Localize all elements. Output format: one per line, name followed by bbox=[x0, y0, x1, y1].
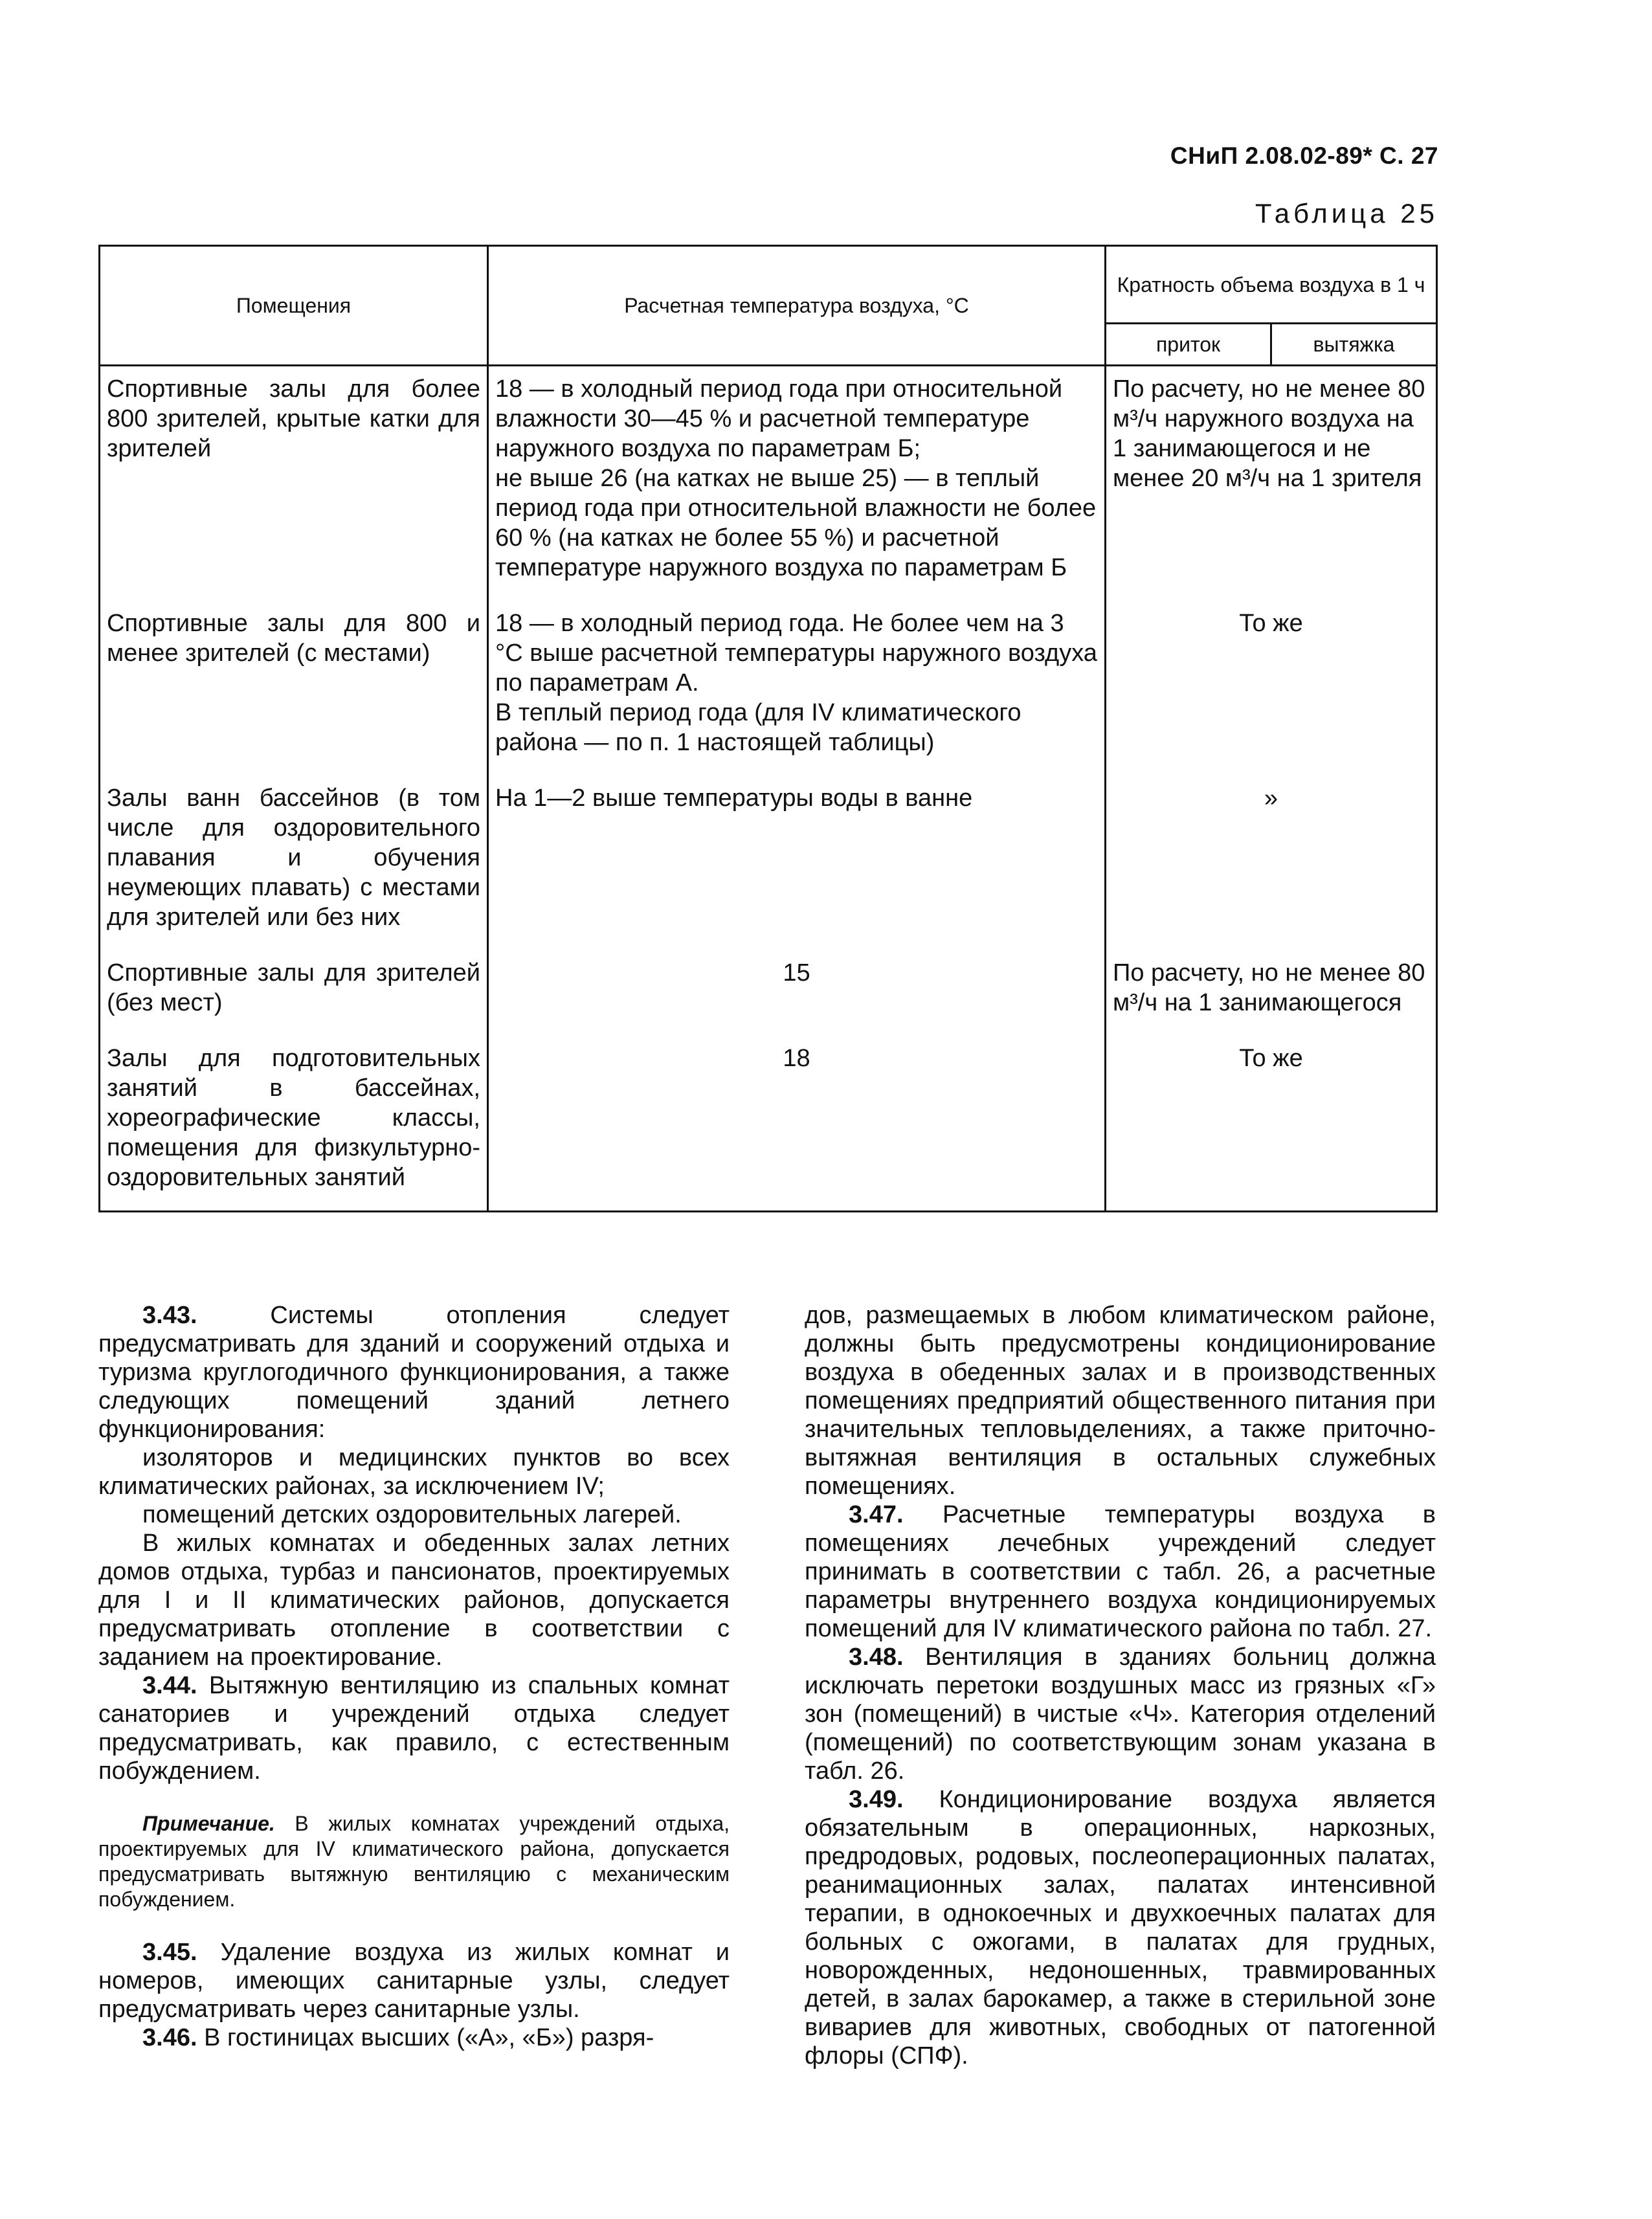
room-cell: Спортивные залы для более 800 зрителей, крытые катки для зрителей bbox=[100, 366, 488, 601]
clause-number: 3.43. bbox=[142, 1302, 197, 1329]
temperature-cell: 18 — в холодный период года. Не более чем на 3 °С выше расчетной температуры наружного воздуха по параметрам А. В теплый период года (для IV климатического района — по п. 1 настоящей таблицы) bbox=[488, 601, 1106, 775]
paragraph-3-49 bbox=[805, 1785, 1436, 2070]
header-supply: приток bbox=[1106, 324, 1271, 366]
clause-text: Вытяжную вентиляцию из спальных комнат санаториев и учреждений отдыха следует предусматривать, как правило, с естественным побуждением. bbox=[98, 1672, 730, 1785]
temperature-cell: На 1—2 выше температуры воды в ванне bbox=[488, 775, 1106, 950]
clause-text: Кондиционирование воздуха является обязательным в операционных, наркозных, предродовых, родовых, послеоперационных палатах, реанимационных залах, палатах интенсивной терапии, в однокоечных и двухкоечных палатах для больных с ожогами, в палатах для грудных, новорожденных, недоношенных, травмированных детей, в залах барокамер, а также в стерильной зоне вивариев для животных, свободных от патогенной флоры (СПФ). bbox=[805, 1786, 1436, 2069]
table-label: Таблица 25 bbox=[1255, 198, 1438, 229]
table-row bbox=[100, 366, 1437, 601]
paragraph-3-47 bbox=[805, 1500, 1436, 1643]
room-cell: Спортивные залы для зрителей (без мест) bbox=[100, 950, 488, 1036]
paragraph-3-48 bbox=[805, 1643, 1436, 1785]
room-cell: Залы ванн бассейнов (в том числе для оздоровительного плавания и обучения неумеющих плавать) с местами для зрителей или без них bbox=[100, 775, 488, 950]
room-cell: Спортивные залы для 800 и менее зрителей (с местами) bbox=[100, 601, 488, 775]
air-rate-cell: По расчету, но не менее 80 м³/ч на 1 занимающегося bbox=[1106, 950, 1437, 1036]
body-text bbox=[98, 1301, 1436, 2070]
clause-text: Расчетные температуры воздуха в помещениях лечебных учреждений следует принимать в соответствии с табл. 26, а расчетные параметры внутреннего воздуха кондиционируемых помещений для IV климатического района по табл. 27. bbox=[805, 1501, 1436, 1642]
note-label: Примечание. bbox=[142, 1812, 275, 1835]
clause-number: 3.46. bbox=[142, 2024, 197, 2051]
header-temperature: Расчетная температура воздуха, °С bbox=[488, 246, 1106, 366]
right-column bbox=[805, 1301, 1436, 2070]
table-row bbox=[100, 601, 1437, 775]
clause-number: 3.45. bbox=[142, 1939, 197, 1966]
clause-number: 3.47. bbox=[849, 1501, 904, 1528]
table-row bbox=[100, 775, 1437, 950]
clause-number: 3.44. bbox=[142, 1672, 197, 1699]
air-rate-cell: То же bbox=[1106, 1036, 1437, 1212]
paragraph: В жилых комнатах и обеденных залах летних домов отдыха, турбаз и пансионатов, проектируемых для I и II климатических районов, допускается предусматривать отопление в соответствии с заданием на проектирование. bbox=[98, 1530, 730, 1671]
air-rate-cell: То же bbox=[1106, 601, 1437, 775]
note bbox=[98, 1811, 730, 1912]
table-row bbox=[100, 950, 1437, 1036]
paragraph-3-46 bbox=[98, 2024, 730, 2052]
temperature-cell: 15 bbox=[488, 950, 1106, 1036]
header-rooms: Помещения bbox=[100, 246, 488, 366]
note-text: В жилых комнатах учреждений отдыха, проектируемых для IV климатического района, допускается предусматривать вытяжную вентиляцию с механическим побуждением. bbox=[98, 1812, 730, 1911]
list-item: помещений детских оздоровительных лагерей. bbox=[142, 1501, 682, 1528]
clause-number: 3.48. bbox=[849, 1644, 904, 1671]
paragraph-continuation: дов, размещаемых в любом климатическом районе, должны быть предусмотрены кондиционирование воздуха в обеденных залах и в производственных помещениях предприятий общественного питания при значительных тепловыделениях, а также приточно-вытяжная вентиляция в остальных служебных помещениях. bbox=[805, 1302, 1436, 1500]
header-air-rate: Кратность объема воздуха в 1 ч bbox=[1106, 246, 1437, 324]
paragraph-3-43 bbox=[98, 1301, 730, 1444]
paragraph-3-45 bbox=[98, 1938, 730, 2024]
paragraph-3-44 bbox=[98, 1671, 730, 1785]
clause-number: 3.49. bbox=[849, 1786, 904, 1813]
room-cell: Залы для подготовительных занятий в бассейнах, хореографические классы, помещения для физкультурно-оздоровительных занятий bbox=[100, 1036, 488, 1212]
clause-text: Удаление воздуха из жилых комнат и номеров, имеющих санитарные узлы, следует предусматривать через санитарные узлы. bbox=[98, 1939, 730, 2023]
table-row bbox=[100, 1036, 1437, 1212]
header-exhaust: вытяжка bbox=[1271, 324, 1437, 366]
ventilation-table bbox=[98, 245, 1438, 1212]
air-rate-cell: » bbox=[1106, 775, 1437, 950]
left-column bbox=[98, 1301, 730, 2070]
clause-text: Вентиляция в зданиях больниц должна исключать перетоки воздушных масс из грязных «Г» зон (помещений) в чистые «Ч». Категория отделений (помещений) по соответствующим зонам указана в табл. 26. bbox=[805, 1644, 1436, 1785]
list-item: изоляторов и медицинских пунктов во всех климатических районах, за исключением IV; bbox=[98, 1444, 730, 1500]
clause-text: В гостиницах высших («А», «Б») разря- bbox=[204, 2024, 654, 2051]
running-header: СНиП 2.08.02-89* С. 27 bbox=[1170, 142, 1438, 169]
temperature-cell: 18 bbox=[488, 1036, 1106, 1212]
clause-text: Системы отопления следует предусматривать для зданий и сооружений отдыха и туризма круглогодичного функционирования, а также следующих помещений зданий летнего функционирования: bbox=[98, 1302, 730, 1443]
temperature-cell: 18 — в холодный период года при относительной влажности 30—45 % и расчетной температуре наружного воздуха по параметрам Б; не выше 26 (на катках не выше 25) — в теплый период года при относительной влажности не более 60 % (на катках не более 55 %) и расчетной температуре наружного воздуха по параметрам Б bbox=[488, 366, 1106, 601]
air-rate-cell: По расчету, но не менее 80 м³/ч наружного воздуха на 1 занимающегося и не менее 20 м³/ч на 1 зрителя bbox=[1106, 366, 1437, 601]
